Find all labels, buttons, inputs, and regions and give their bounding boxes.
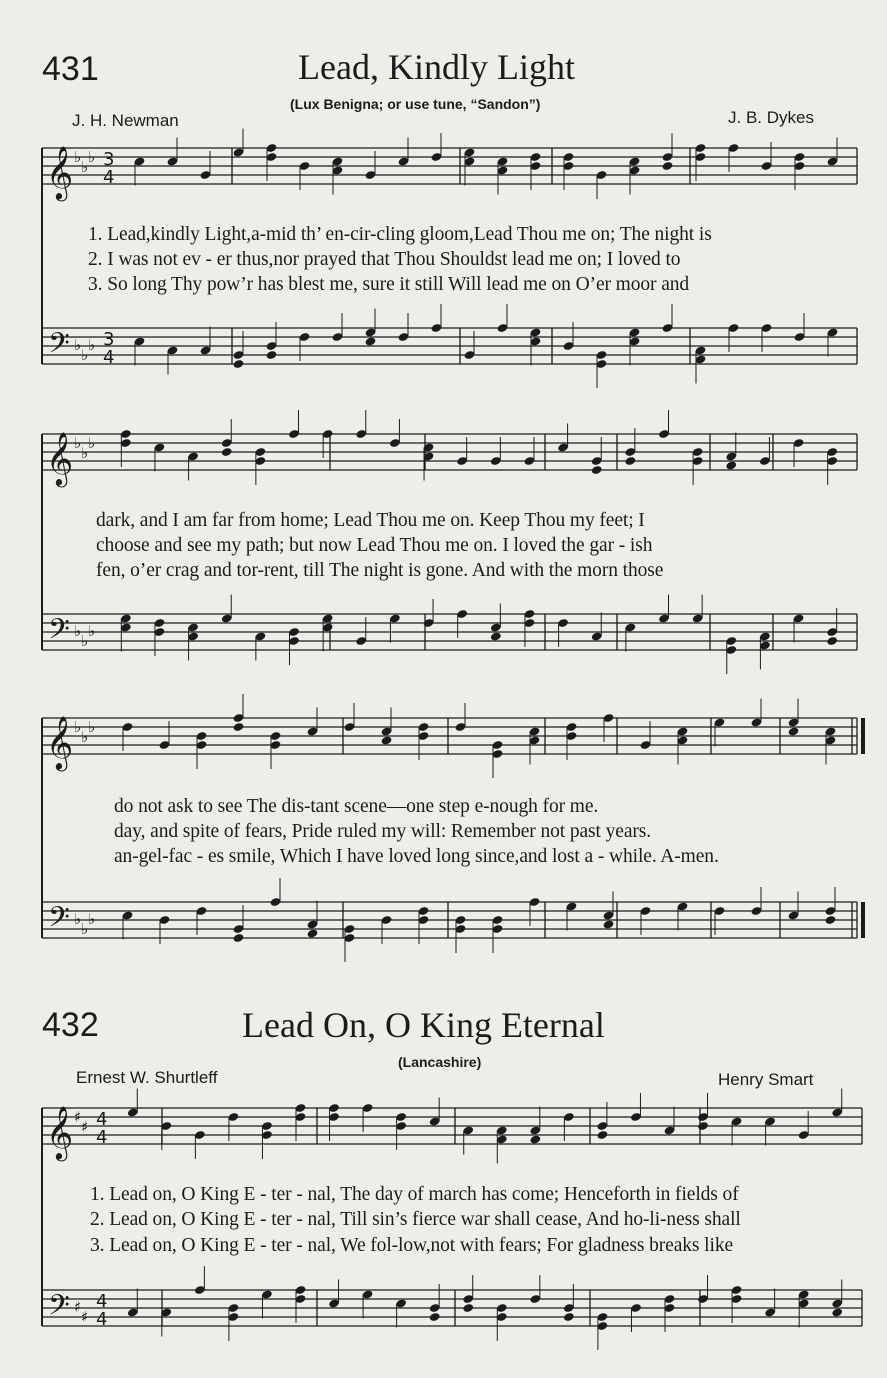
key-flat: ♭ [88,910,96,928]
treble-note-head [529,1134,541,1144]
treble-note-head [596,1130,608,1140]
key-flat: ♭ [88,718,96,736]
bass-note-head [429,1312,441,1322]
time-signature: 4 [103,347,115,368]
bass-note-head [266,350,278,360]
treble-note-head [662,161,674,171]
bass-note-head [603,919,615,929]
lyric-line: 3. Lead on, O King E - ter - nal, We fol-low,not with fears; For gladness breaks like [90,1235,734,1256]
key-sharp: ♯ [81,1118,89,1136]
author-credit: J. H. Newman [72,111,179,130]
time-signature: 3 [103,329,115,350]
key-flat: ♭ [81,920,89,938]
key-flat: ♭ [74,622,82,640]
bass-clef: 𝄢 [48,1289,70,1329]
lyric-line: fen, o’er crag and tor-rent, till The night is gone. And with the morn those [96,560,664,581]
lyric-line: day, and spite of fears, Pride ruled my will: Remember not past years. [114,821,652,842]
lyric-line: 3. So long Thy pow’r has blest me, sure it still Will lead me on O’er moor and [88,274,690,295]
treble-note-head [624,456,636,466]
bass-clef: 𝄢 [48,613,70,653]
time-signature: 4 [96,1109,108,1130]
composer-credit: J. B. Dykes [728,108,814,127]
treble-note-head [725,460,737,470]
hymn-number: 431 [42,50,99,88]
key-flat: ♭ [88,622,96,640]
lyric-line: 1. Lead on, O King E - ter - nal, The day of march has come; Henceforth in fields of [90,1184,739,1205]
treble-note-head [233,722,245,732]
key-flat: ♭ [88,148,96,166]
treble-clef: 𝄞 [46,145,74,199]
treble-note-head [221,447,233,457]
key-flat: ♭ [88,434,96,452]
key-flat: ♭ [81,444,89,462]
treble-clef: 𝄞 [46,715,74,769]
bass-note-head [307,928,319,938]
bass-note-head [563,1312,575,1322]
lyric-line: 1. Lead,kindly Light,a-mid th’ en-cir-cling gloom,Lead Thou me on; The night is [88,224,712,245]
treble-clef: 𝄞 [46,1105,74,1159]
key-flat: ♭ [81,346,89,364]
bass-note-head [462,1303,474,1313]
key-flat: ♭ [88,336,96,354]
bass-note-head [233,933,245,943]
key-flat: ♭ [74,434,82,452]
tune-name: (Lancashire) [398,1054,482,1070]
key-sharp: ♯ [74,1108,82,1126]
time-signature: 4 [103,167,115,188]
bass-note-head [233,359,245,369]
treble-note-head [788,726,800,736]
key-flat: ♭ [81,728,89,746]
bass-note-head [831,1307,843,1317]
treble-clef: 𝄞 [46,431,74,485]
lyric-line: do not ask to see The dis-tant scene—one step e-nough for me. [114,796,599,817]
bass-clef: 𝄢 [48,327,70,367]
key-flat: ♭ [81,632,89,650]
key-sharp: ♯ [81,1308,89,1326]
lyric-line: an-gel-fac - es smile, Which I have loved long since,and lost a - while. A-men. [114,846,719,867]
key-flat: ♭ [81,158,89,176]
lyric-line: 2. Lead on, O King E - ter - nal, Till sin’s fierce war shall cease, And ho-li-ness shall [90,1209,741,1230]
tune-name: (Lux Benigna; or use tune, “Sandon”) [290,96,541,112]
time-signature: 4 [96,1309,108,1330]
key-flat: ♭ [74,910,82,928]
bass-note-head [365,336,377,346]
key-flat: ♭ [74,148,82,166]
bass-note-head [826,636,838,646]
composer-credit: Henry Smart [718,1070,814,1089]
time-signature: 4 [96,1291,108,1312]
lyric-line: dark, and I am far from home; Lead Thou me on. Keep Thou my feet; I [96,510,645,531]
key-sharp: ♯ [74,1298,82,1316]
key-flat: ♭ [74,718,82,736]
bass-clef: 𝄢 [48,901,70,941]
hymn-title: Lead On, O King Eternal [242,1005,605,1045]
treble-note-head [697,1121,709,1131]
treble-note-head [381,735,393,745]
time-signature: 3 [103,149,115,170]
author-credit: Ernest W. Shurtleff [76,1068,218,1087]
lyric-line: choose and see my path; but now Lead Thou me on. I loved the gar - ish [96,535,653,556]
lyric-line: 2. I was not ev - er thus,nor prayed that Thou Shouldst lead me on; I loved to [88,249,681,270]
hymn-title: Lead, Kindly Light [298,47,575,87]
bass-note-head [825,915,837,925]
time-signature: 4 [96,1127,108,1148]
hymn-number: 432 [42,1006,99,1044]
treble-note-head [591,465,603,475]
bass-note-head [490,631,502,641]
key-flat: ♭ [74,336,82,354]
